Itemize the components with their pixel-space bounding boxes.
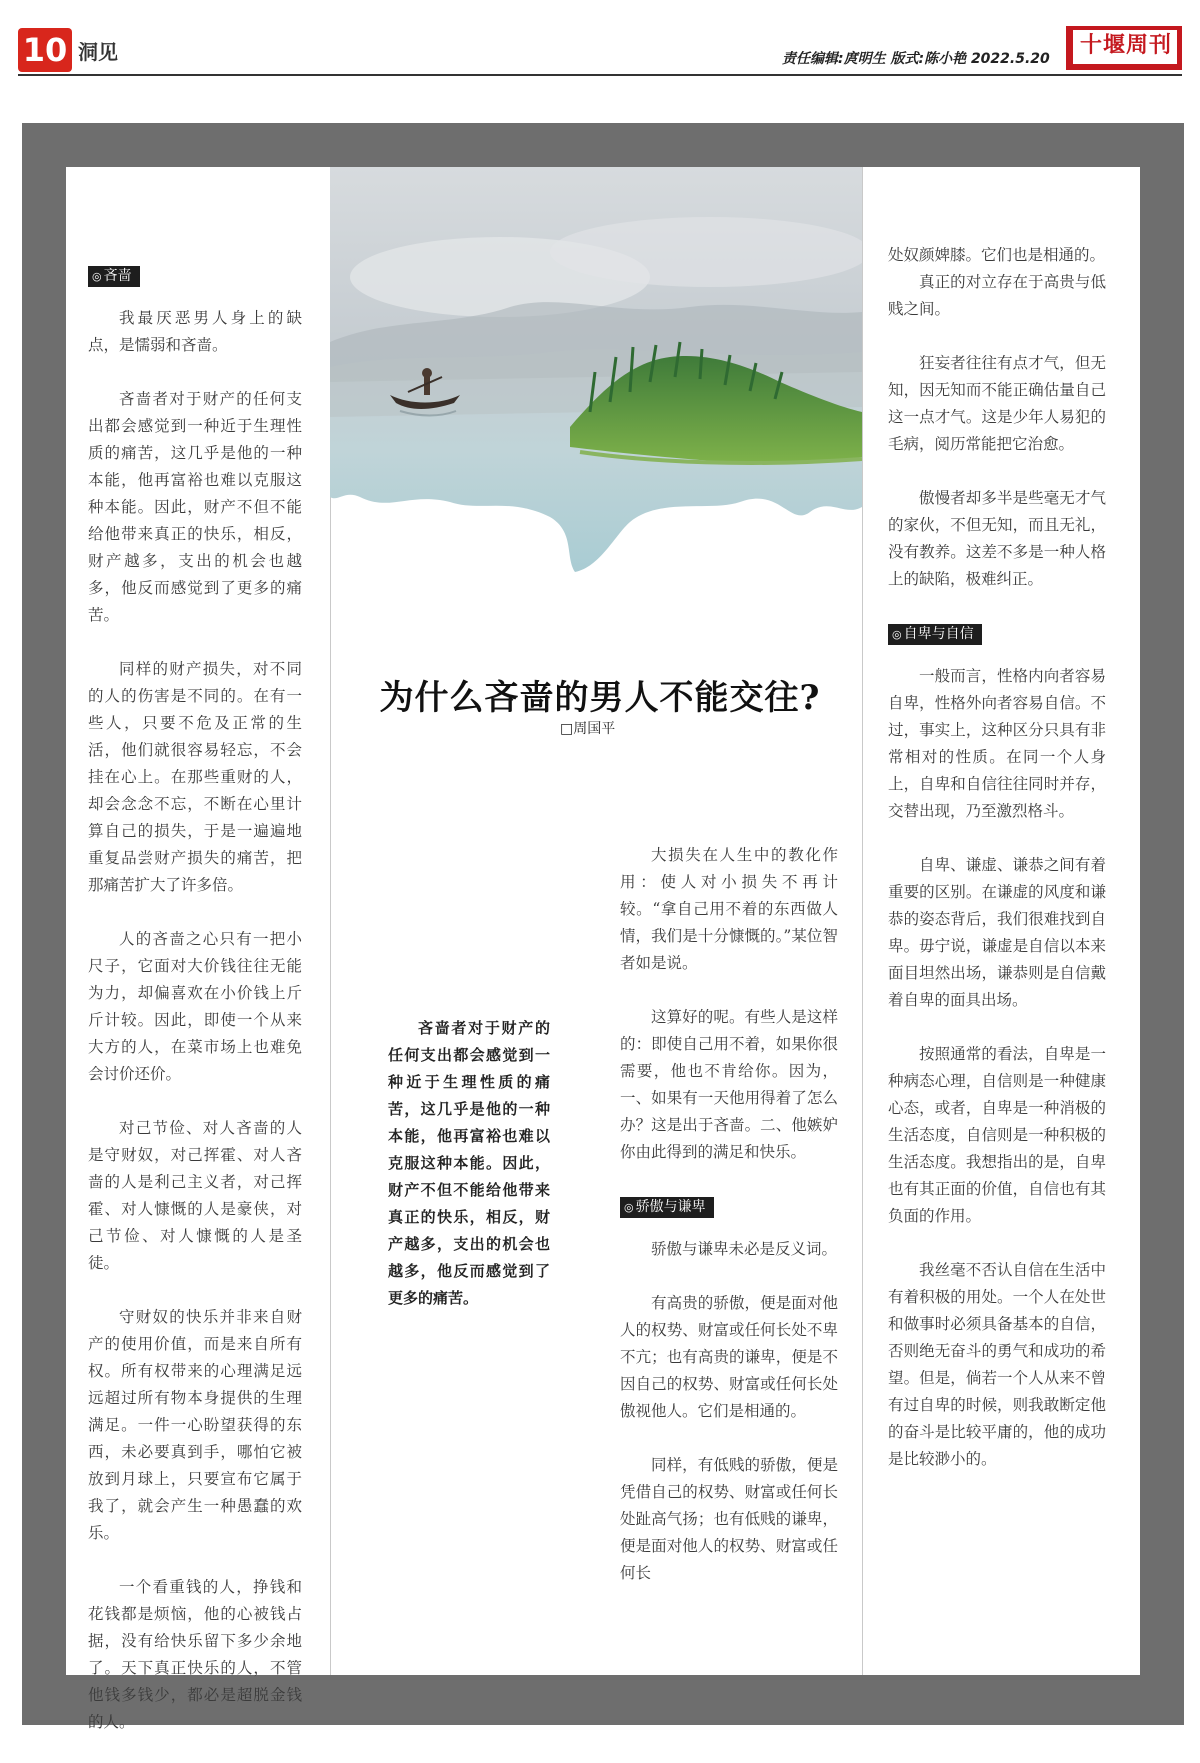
paragraph: 一个看重钱的人，挣钱和花钱都是烦恼，他的心被钱占据，没有给快乐留下多少余地了。天下真正快乐的人，不管他钱多钱少，都必是超脱金钱的人。 bbox=[88, 1578, 302, 1731]
section-tag-pride-humility: ◎ 骄傲与谦卑 bbox=[620, 1197, 714, 1218]
right-column bbox=[888, 242, 1106, 1500]
masthead-name: 十堰周刊 bbox=[1080, 32, 1173, 58]
section-title: 洞见 bbox=[78, 40, 118, 64]
paragraph: 守财奴的快乐并非来自财产的使用价值，而是来自所有权。所有权带来的心理满足远远超过所有物本身提供的生理满足。一件一心盼望获得的东西，未必要真到手，哪怕它被放到月球上，只要宣布它属于我了，就会产生一种愚蠢的欢乐。 bbox=[88, 1308, 302, 1542]
pull-quote: 吝啬者对于财产的任何支出都会感觉到一种近于生理性质的痛苦，这几乎是他的一种本能，他再富裕也难以克服这种本能。因此，财产不但不能给他带来真正的快乐，相反，财产越多，支出的机会也越多，他反而感觉到了更多的痛苦。 bbox=[388, 1019, 550, 1307]
paragraph: 自卑、谦虚、谦恭之间有着重要的区别。在谦虚的风度和谦恭的姿态背后，我们很难找到自卑。毋宁说，谦虚是自信以本来面目坦然出场，谦恭则是自信戴着自卑的面具出场。 bbox=[888, 856, 1106, 1009]
left-column bbox=[88, 262, 302, 1763]
paragraph: 我丝毫不否认自信在生活中有着积极的用处。一个人在处世和做事时必须具备基本的自信，否则绝无奋斗的勇气和成功的希望。但是，倘若一个人从来不曾有过自卑的时候，则我敢断定他的奋斗是比较平庸的，他的成功是比较渺小的。 bbox=[888, 1261, 1106, 1468]
middle-column bbox=[620, 842, 838, 1614]
paragraph: 按照通常的看法，自卑是一种病态心理，自信则是一种健康心态，或者，自卑是一种消极的生活态度，自信则是一种积极的生活态度。我想指出的是，自卑也有其正面的价值，自信也有其负面的作用。 bbox=[888, 1045, 1106, 1225]
illustration-boat-reeds bbox=[330, 167, 862, 587]
page-header bbox=[0, 0, 1200, 80]
page-number: 10 bbox=[18, 28, 72, 72]
paragraph-continuation: 处奴颜婢膝。它们也是相通的。 bbox=[888, 246, 1106, 264]
editor-credits: 责任编辑:庹明生 版式:陈小艳 2022.5.20 bbox=[782, 51, 1050, 67]
paragraph: 吝啬者对于财产的任何支出都会感觉到一种近于生理性质的痛苦，这几乎是他的一种本能，他再富裕也难以克服这种本能。因此，财产不但不能给他带来真正的快乐，相反，财产越多，支出的机会也越多，他反而感觉到了更多的痛苦。 bbox=[88, 390, 302, 624]
paragraph: 一般而言，性格内向者容易自卑，性格外向者容易自信。不过，事实上，这种区分只具有非常相对的性质。在同一个人身上，自卑和自信往往同时并存，交替出现，乃至激烈格斗。 bbox=[888, 667, 1106, 820]
article-byline: □周国平 bbox=[560, 721, 616, 737]
paragraph: 真正的对立存在于高贵与低贱之间。 bbox=[888, 273, 1106, 318]
section-tag-stingy: ◎ 吝啬 bbox=[88, 266, 140, 287]
paragraph: 大损失在人生中的教化作用：使人对小损失不再计较。“拿自己用不着的东西做人情，我们是十分慷慨的。”某位智者如是说。 bbox=[620, 846, 838, 972]
paragraph: 对己节俭、对人吝啬的人是守财奴，对己挥霍、对人吝啬的人是利己主义者，对己挥霍、对人慷慨的人是豪侠，对己节俭、对人慷慨的人是圣徒。 bbox=[88, 1119, 302, 1272]
header-rule bbox=[18, 74, 1182, 76]
masthead-logo bbox=[1066, 26, 1182, 70]
paragraph: 傲慢者却多半是些毫无才气的家伙，不但无知，而且无礼，没有教养。这差不多是一种人格上的缺陷，极难纠正。 bbox=[888, 489, 1106, 588]
paragraph: 同样的财产损失，对不同的人的伤害是不同的。在有一些人，只要不危及正常的生活，他们就很容易轻忘，不会挂在心上。在那些重财的人，却会念念不忘，不断在心里计算自己的损失，于是一遍遍地重复品尝财产损失的痛苦，把那痛苦扩大了许多倍。 bbox=[88, 660, 302, 894]
paragraph: 人的吝啬之心只有一把小尺子，它面对大价钱往往无能为力，却偏喜欢在小价钱上斤斤计较。因此，即使一个从来大方的人，在菜市场上也难免会讨价还价。 bbox=[88, 930, 302, 1083]
paragraph: 同样，有低贱的骄傲，便是凭借自己的权势、财富或任何长处趾高气扬；也有低贱的谦卑，便是面对他人的权势、财富或任何长 bbox=[620, 1456, 838, 1582]
paragraph: 有高贵的骄傲，便是面对他人的权势、财富或任何长处不卑不亢；也有高贵的谦卑，便是不因自己的权势、财富或任何长处傲视他人。它们是相通的。 bbox=[620, 1294, 838, 1420]
column-divider bbox=[862, 167, 863, 1675]
paragraph: 骄傲与谦卑未必是反义词。 bbox=[651, 1240, 838, 1258]
paragraph: 狂妄者往往有点才气，但无知，因无知而不能正确估量自己这一点才气。这是少年人易犯的毛病，阅历常能把它治愈。 bbox=[888, 354, 1106, 453]
paragraph: 这算好的呢。有些人是这样的：即使自己用不着，如果你很需要，他也不肯给你。因为，一、如果有一天他用得着了怎么办？这是出于吝啬。二、他嫉妒你由此得到的满足和快乐。 bbox=[620, 1008, 838, 1161]
section-tag-self-esteem: ◎ 自卑与自信 bbox=[888, 624, 982, 645]
paragraph: 我最厌恶男人身上的缺点，是懦弱和吝啬。 bbox=[88, 309, 302, 354]
article-title: 为什么吝啬的男人不能交往? bbox=[379, 678, 821, 718]
